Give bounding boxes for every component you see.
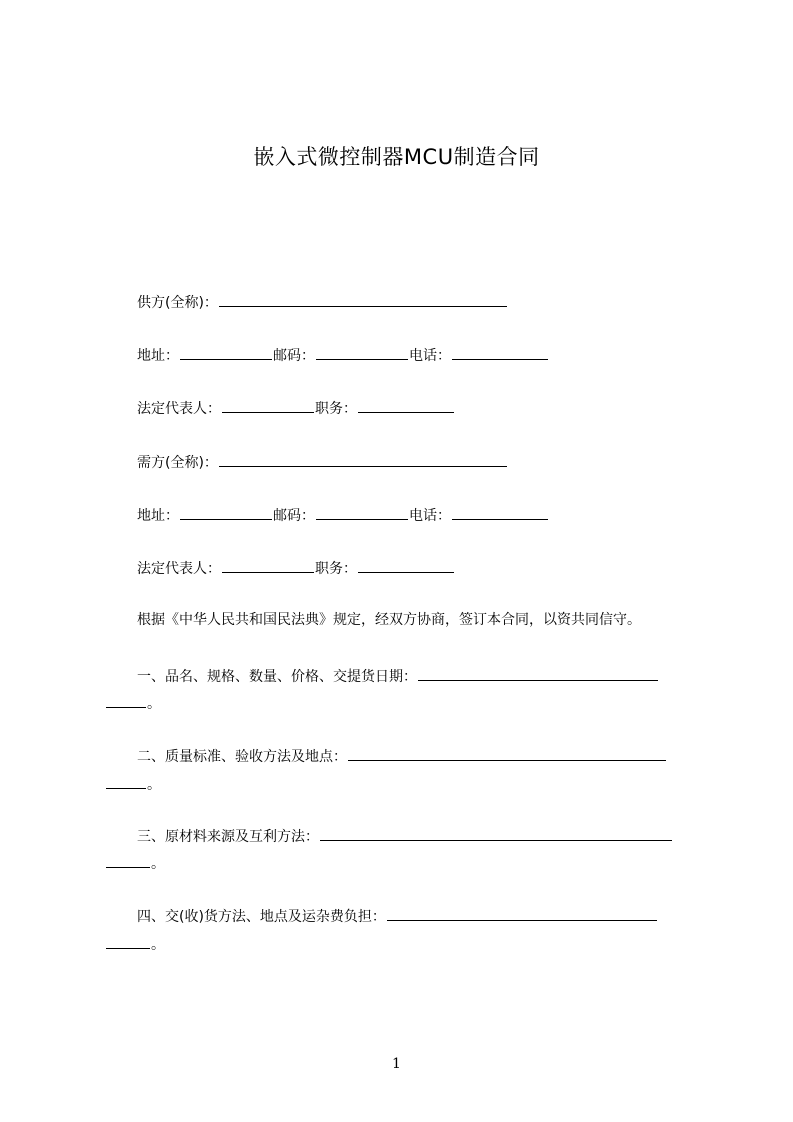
supplier-postcode-field[interactable] <box>316 344 408 360</box>
supplier-phone-label: 电话： <box>409 348 451 364</box>
buyer-rep-row <box>137 557 455 579</box>
supplier-position-field[interactable] <box>358 397 454 413</box>
clause-3 <box>137 825 673 847</box>
clause-2 <box>137 745 667 767</box>
supplier-contact-row <box>137 344 549 366</box>
clause-1-continuation <box>105 692 161 714</box>
supplier-postcode-label: 邮码： <box>273 348 315 364</box>
clause-3-text: 三、原材料来源及互利方法： <box>137 829 319 845</box>
supplier-rep-row <box>137 397 455 419</box>
clause-4-text: 四、交(收)货方法、地点及运杂费负担： <box>137 909 386 925</box>
buyer-position-field[interactable] <box>358 557 454 573</box>
buyer-name-label: 需方(全称)： <box>137 455 218 471</box>
buyer-address-field[interactable] <box>180 504 272 520</box>
clause-4-field-cont[interactable] <box>106 933 150 949</box>
buyer-phone-label: 电话： <box>409 508 451 524</box>
buyer-rep-field[interactable] <box>222 557 314 573</box>
buyer-postcode-label: 邮码： <box>273 508 315 524</box>
clause-1-end: 。 <box>147 696 161 712</box>
supplier-name-row <box>137 291 508 313</box>
clause-4-continuation <box>105 933 165 955</box>
clause-2-field-cont[interactable] <box>106 773 146 789</box>
clause-3-continuation <box>105 852 165 874</box>
clause-1-field-cont[interactable] <box>106 692 146 708</box>
clause-2-continuation <box>105 773 161 795</box>
clause-4 <box>137 905 658 927</box>
buyer-name-field[interactable] <box>219 451 507 467</box>
clause-3-field-cont[interactable] <box>106 852 150 868</box>
page-number: 1 <box>392 1056 401 1072</box>
document-title: 嵌入式微控制器MCU制造合同 <box>253 145 540 169</box>
buyer-postcode-field[interactable] <box>316 504 408 520</box>
supplier-phone-field[interactable] <box>452 344 548 360</box>
clause-1-field[interactable] <box>418 665 658 681</box>
supplier-address-field[interactable] <box>180 344 272 360</box>
supplier-name-field[interactable] <box>219 291 507 307</box>
clause-3-field[interactable] <box>320 825 672 841</box>
buyer-phone-field[interactable] <box>452 504 548 520</box>
clause-4-field[interactable] <box>387 905 657 921</box>
supplier-rep-label: 法定代表人： <box>137 401 221 417</box>
buyer-position-label: 职务： <box>315 561 357 577</box>
buyer-contact-row <box>137 504 549 526</box>
supplier-rep-field[interactable] <box>222 397 314 413</box>
buyer-address-label: 地址： <box>137 508 179 524</box>
clause-2-text: 二、质量标准、验收方法及地点： <box>137 749 347 765</box>
clause-2-field[interactable] <box>348 745 666 761</box>
clause-3-end: 。 <box>151 856 165 872</box>
buyer-name-row <box>137 451 508 473</box>
clause-4-end: 。 <box>151 937 165 953</box>
supplier-name-label: 供方(全称)： <box>137 295 218 311</box>
preamble: 根据《中华人民共和国民法典》规定，经双方协商，签订本合同，以资共同信守。 <box>137 612 641 628</box>
supplier-address-label: 地址： <box>137 348 179 364</box>
supplier-position-label: 职务： <box>315 401 357 417</box>
clause-1 <box>137 665 659 687</box>
clause-2-end: 。 <box>147 777 161 793</box>
buyer-rep-label: 法定代表人： <box>137 561 221 577</box>
clause-1-text: 一、品名、规格、数量、价格、交提货日期： <box>137 669 417 685</box>
